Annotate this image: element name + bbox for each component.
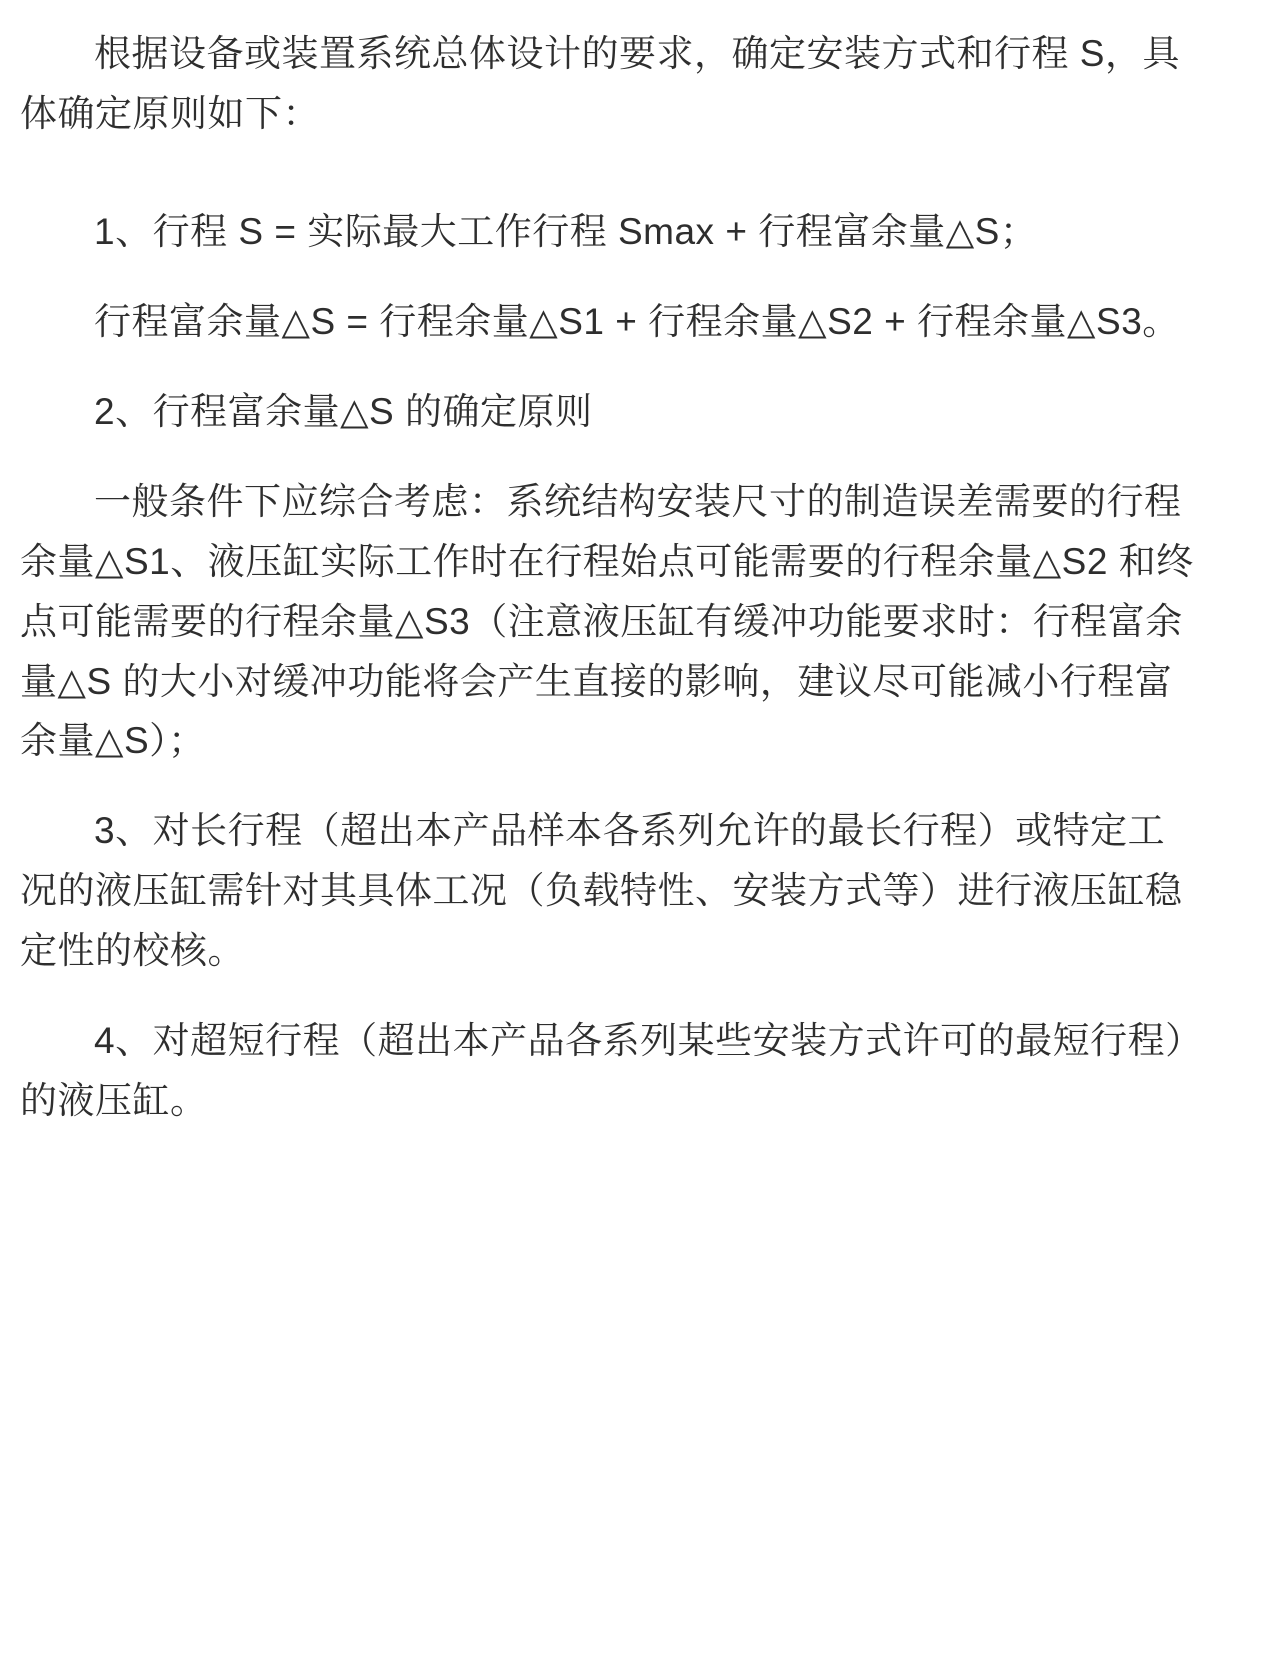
paragraph-item-3: 3、对长行程（超出本产品样本各系列允许的最长行程）或特定工况的液压缸需针对其具体工况（负载特性、安装方式等）进行液压缸稳定性的校核。 [20, 810, 1183, 972]
paragraph-item-1: 1、行程 S = 实际最大工作行程 Smax + 行程富余量△S； [94, 210, 1038, 252]
paragraph-item-1-formula: 行程富余量△S = 行程余量△S1 + 行程余量△S2 + 行程余量△S3。 [94, 300, 1180, 342]
paragraph-item-2-body: 一般条件下应综合考虑：系统结构安装尺寸的制造误差需要的行程余量△S1、液压缸实际工作时在行程始点可能需要的行程余量△S2 和终点可能需要的行程余量△S3（注意液压缸有缓冲功能要求时：行程富余量△S 的大小对缓冲功能将会产生直接的影响，建议尽可能减小行程富余量△S）； [20, 480, 1194, 762]
paragraph-intro: 根据设备或装置系统总体设计的要求，确定安装方式和行程 S，具体确定原则如下： [20, 33, 1180, 134]
paragraph-item-2: 2、行程富余量△S 的确定原则 [94, 390, 593, 432]
paragraph-item-4: 4、对超短行程（超出本产品各系列某些安装方式许可的最短行程）的液压缸。 [20, 1020, 1185, 1122]
